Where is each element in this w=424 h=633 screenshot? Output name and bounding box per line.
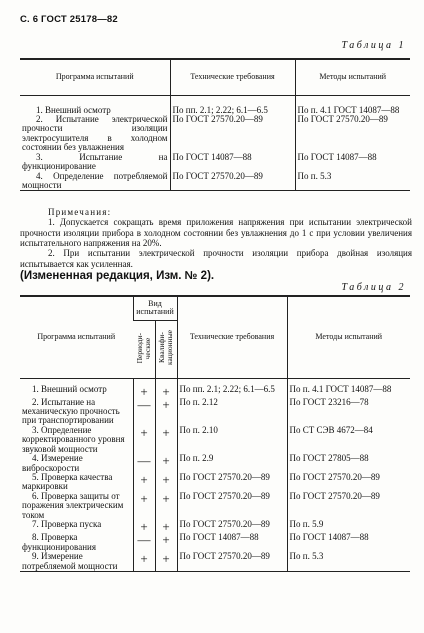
qualification-header: Квалифи- кационные [157,330,174,366]
column-header [133,320,155,378]
method-cell: По СТ СЭВ 4672—84 [287,426,410,454]
program-cell: 2. Испытание на механическую прочность при транспортировании [22,396,120,426]
program-cell: 7. Проверка пуска [32,519,102,530]
table-row [20,533,410,552]
column-header: Методы испытаний [287,296,410,378]
program-cell: 3. Определение корректированного уровня звуковой мощности [22,424,125,454]
requirements-cell: По пп. 2.1; 2.22; 6.1—6.5 [177,378,287,398]
table-1-caption: Таблица 1 [341,40,406,51]
page-header: С. 6 ГОСТ 25178—82 [20,14,118,25]
method-cell: По ГОСТ 14087—88 [295,153,410,172]
column-header: Вид испытаний [133,296,177,320]
requirements-cell: По ГОСТ 27570.20—89 [177,492,287,520]
qualification-cell: + [155,520,177,533]
program-cell: 3. Испытание на функционирование [22,151,168,172]
periodic-cell: + [133,520,155,533]
qualification-cell: + [155,454,177,473]
table-row [20,398,410,426]
program-cell: 8. Проверка функционирования [22,532,96,552]
table-1 [20,58,410,191]
method-cell: По п. 4.1 ГОСТ 14087—88 [287,378,410,398]
method-cell: По п. 5.3 [287,552,410,571]
method-cell: По ГОСТ 14087—88 [287,533,410,552]
table-2 [20,295,410,572]
method-cell: По ГОСТ 27570.20—89 [295,115,410,153]
requirements-cell: По ГОСТ 27570.20—89 [177,473,287,492]
table-row [20,454,410,473]
program-cell: 2. Испытание электрической прочности изоляции электросушителя в холодном состоянии без увлажнения [22,113,168,153]
requirements-cell: По ГОСТ 27570.20—89 [170,115,295,153]
revision-note: (Измененная редакция, Изм. № 2). [20,270,215,282]
requirements-cell: По п. 2.9 [177,454,287,473]
table-2-caption: Таблица 2 [341,282,406,293]
qualification-cell: + [155,533,177,552]
requirements-cell: По п. 2.12 [177,398,287,426]
table-row [20,153,410,172]
table-row [20,492,410,520]
column-header: Программа испытаний [20,59,170,95]
column-header: Технические требования [177,296,287,378]
requirements-cell: По пп. 2.1; 2.22; 6.1—6.5 [170,95,295,115]
periodic-cell: + [133,473,155,492]
note-item: 1. Допускается сокращать время приложения напряжения при испытании электрической прочности изоляции прибора в холодном состоянии без увлажнения до 1 с при условии увеличения испытательного напряжения на 20%. [20,217,412,249]
table-row [20,115,410,153]
periodic-cell: — [133,454,155,473]
program-cell: 5. Проверка качества маркировки [22,472,113,492]
periodic-header: Периоди- ческие [134,332,152,363]
table-row [20,473,410,492]
periodic-cell: + [133,492,155,520]
method-cell: По ГОСТ 27570.20—89 [287,473,410,492]
qualification-cell: + [155,492,177,520]
requirements-cell: По ГОСТ 27570.20—89 [177,520,287,533]
method-cell: По ГОСТ 27805—88 [287,454,410,473]
periodic-cell: + [133,378,155,398]
periodic-cell: + [133,552,155,571]
requirements-cell: По п. 2.10 [177,426,287,454]
requirements-cell: По ГОСТ 27570.20—89 [177,552,287,571]
note-item: 2. При испытании электрической прочности изоляции прибора двойная изоляция испытывается как усиленная. [20,248,412,269]
periodic-cell: — [133,398,155,426]
requirements-cell: По ГОСТ 14087—88 [170,153,295,172]
qualification-cell: + [155,378,177,398]
program-cell: 1. Внешний осмотр [32,383,107,394]
qualification-cell: + [155,473,177,492]
periodic-cell: + [133,426,155,454]
qualification-cell: + [155,398,177,426]
column-header: Технические требования [170,59,295,95]
qualification-cell: + [155,552,177,571]
table-row [20,378,410,398]
method-cell: По ГОСТ 23216—78 [287,398,410,426]
program-cell: 9. Измерение потребляемой мощности [22,551,118,571]
program-cell: 4. Измерение виброскорости [22,453,83,473]
notes [20,207,412,269]
column-header: Программа испытаний [20,296,133,378]
requirements-cell: По ГОСТ 14087—88 [177,533,287,552]
notes-title: Примечания: [48,207,112,217]
column-header: Методы испытаний [295,59,410,95]
program-cell: 1. Внешний осмотр [36,104,111,115]
requirements-cell: По ГОСТ 27570.20—89 [170,172,295,191]
periodic-cell: — [133,533,155,552]
method-cell: По ГОСТ 27570.20—89 [287,492,410,520]
method-cell: По п. 5.9 [287,520,410,533]
table-row [20,95,410,115]
column-header [155,320,177,378]
method-cell: По п. 4.1 ГОСТ 14087—88 [295,95,410,115]
method-cell: По п. 5.3 [295,172,410,191]
program-cell: 4. Определение потребляемой мощности [22,170,168,190]
table-row [20,552,410,571]
program-cell: 6. Проверка защиты от поражения электрическим током [22,490,124,520]
table-row [20,172,410,191]
table-row [20,426,410,454]
qualification-cell: + [155,426,177,454]
